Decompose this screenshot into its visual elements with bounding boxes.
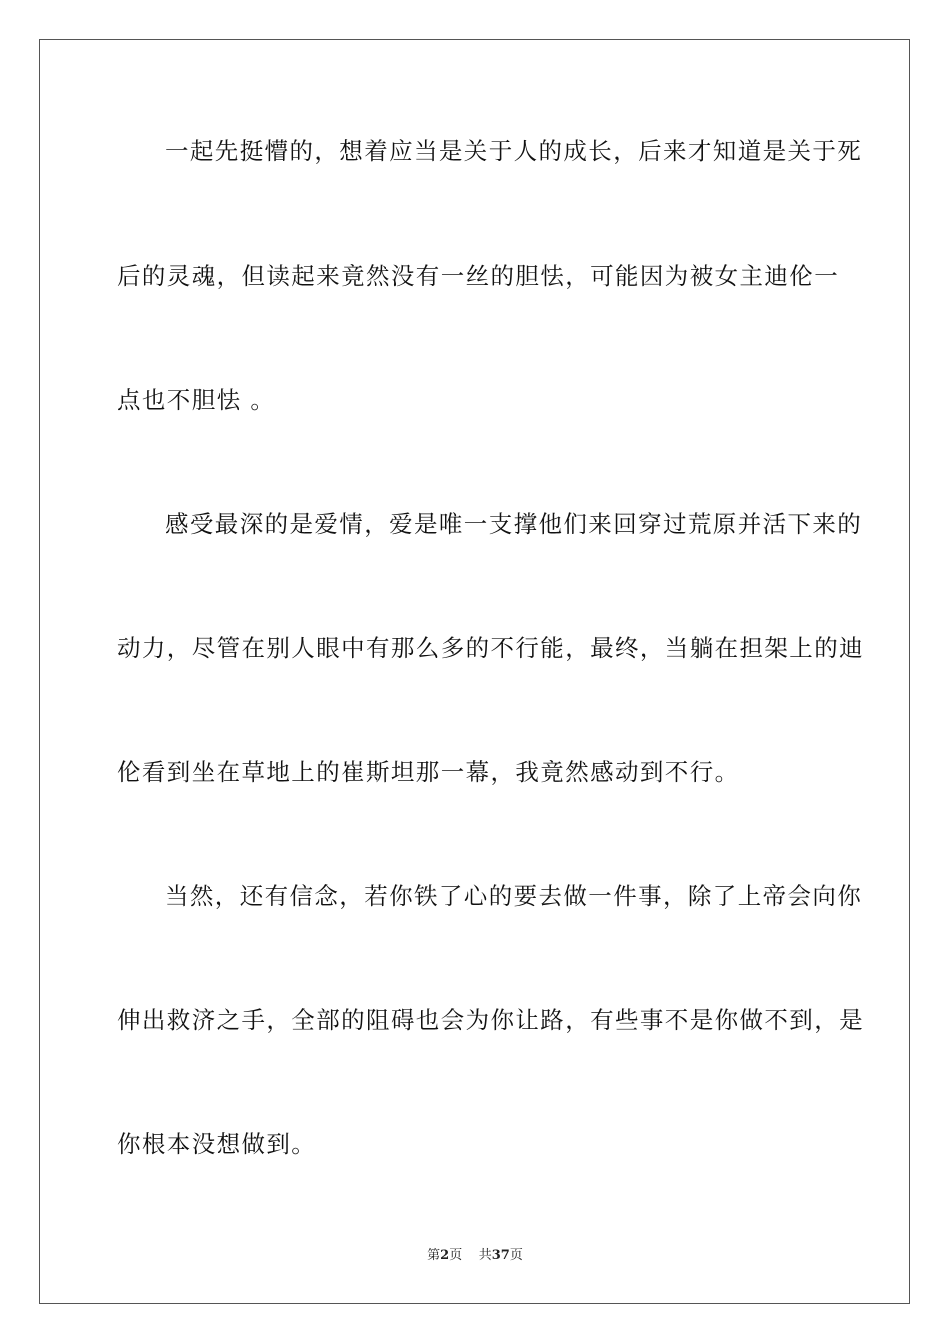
page-footer xyxy=(0,1247,950,1265)
paragraph-3-line-1: 当然，还有信念，若你铁了心的要去做一件事，除了上帝会向你 xyxy=(165,882,863,910)
paragraph-3-line-2: 伸出救济之手，全部的阻碍也会为你让路，有些事不是你做不到，是 xyxy=(117,1006,864,1034)
paragraph-2-line-2: 动力，尽管在别人眼中有那么多的不行能，最终，当躺在担架上的迪 xyxy=(117,634,864,662)
current-page-number: 2 xyxy=(440,1248,450,1263)
total-suffix: 页 xyxy=(509,1248,523,1263)
page-border xyxy=(39,39,910,1304)
paragraph-2-line-3: 伦看到坐在草地上的崔斯坦那一幕，我竟然感动到不行。 xyxy=(117,758,740,786)
total-page-count: 37 xyxy=(491,1248,510,1263)
paragraph-1-line-2: 后的灵魂，但读起来竟然没有一丝的胆怯，可能因为被女主迪伦一 xyxy=(117,262,840,290)
paragraph-3-line-3: 你根本没想做到。 xyxy=(117,1130,317,1158)
total-prefix: 共 xyxy=(478,1248,492,1263)
page-suffix: 页 xyxy=(449,1248,463,1263)
paragraph-1-line-1: 一起先挺懵的，想着应当是关于人的成长，后来才知道是关于死 xyxy=(165,137,863,165)
page-prefix: 第 xyxy=(427,1248,441,1263)
paragraph-1-line-3: 点也不胆怯 。 xyxy=(117,386,276,414)
paragraph-2-line-1: 感受最深的是爱情，爱是唯一支撑他们来回穿过荒原并活下来的 xyxy=(165,510,863,538)
